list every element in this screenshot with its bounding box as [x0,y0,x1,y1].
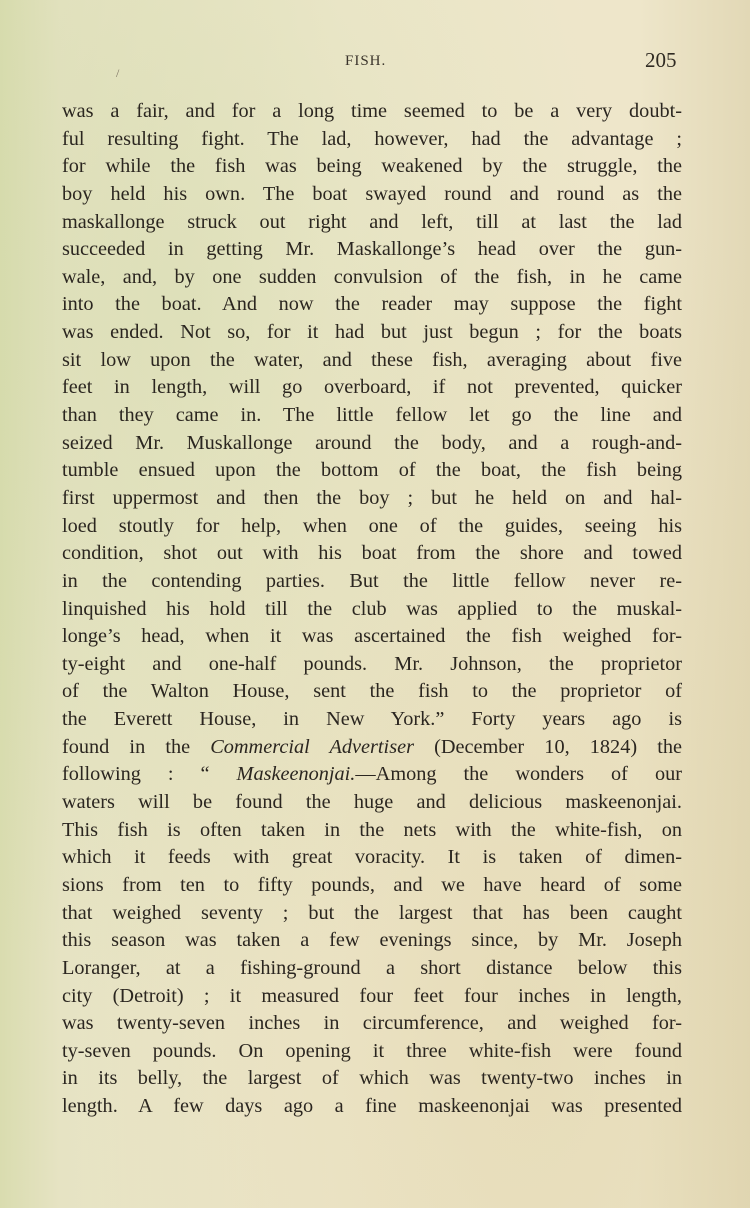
text-line: loed stoutly for help, when one of the guides, seeing his [62,514,682,537]
text-line: first uppermost and then the boy ; but he held on and hal- [62,486,682,509]
text-line: wale, and, by one sudden convulsion of the fish, in he came [62,265,682,288]
text-line: was a fair, and for a long time seemed to be a very doubt- [62,100,682,122]
text-line: for while the fish was being weakened by the struggle, the [62,155,682,178]
text-line: length. A few days ago a fine maskeenonjai was presented [62,1095,682,1118]
text-line: which it feeds with great voracity. It is taken of dimen- [62,846,682,869]
text-line: sions from ten to fifty pounds, and we have heard of some [62,873,682,896]
text-run: (December 10, 1824) the [413,735,682,758]
italic-term: Maskeenonjai. [236,763,356,786]
text-line: longe’s head, when it was ascertained the fish weighed for- [62,625,682,648]
text-line: of the Walton House, sent the fish to the proprietor of [62,680,682,703]
text-line: city (Detroit) ; it measured four feet four inches in length, [62,984,682,1007]
text-line: the Everett House, in New York.” Forty years ago is [62,708,682,731]
body-text [62,98,682,1121]
stray-mark: / [116,66,120,80]
text-line: feet in length, will go overboard, if not prevented, quicker [62,376,682,399]
italic-title: Commercial Advertiser [210,735,414,758]
running-header [0,50,750,74]
text-line: was ended. Not so, for it had but just begun ; for the boats [62,321,682,344]
text-line: maskallonge struck out right and left, till at last the lad [62,210,682,233]
text-run: found in the [62,735,211,758]
text-line: that weighed seventy ; but the largest that has been caught [62,901,682,924]
text-line: linquished his hold till the club was applied to the muskal- [62,597,682,620]
text-line: Loranger, at a fishing-ground a short distance below this [62,956,682,979]
text-line: this season was taken a few evenings since, by Mr. Joseph [62,929,682,952]
text-line [62,761,682,789]
running-title: FISH. [345,53,387,69]
text-line: ty-seven pounds. On opening it three white-fish were found [62,1039,682,1062]
text-run: —Among the wonders of our [355,763,682,786]
text-line: This fish is often taken in the nets with the white-fish, on [62,818,682,841]
text-line: ful resulting fight. The lad, however, had the advantage ; [62,127,682,150]
text-line: tumble ensued upon the bottom of the boat, the fish being [62,459,682,482]
text-line: waters will be found the huge and delicious maskeenonjai. [62,791,682,814]
text-line: in its belly, the largest of which was twenty-two inches in [62,1067,682,1090]
text-line [62,734,682,762]
text-line: into the boat. And now the reader may suppose the fight [62,293,682,316]
text-line: condition, shot out with his boat from the shore and towed [62,542,682,565]
text-line: succeeded in getting Mr. Maskallonge’s head over the gun- [62,238,682,261]
text-line: than they came in. The little fellow let go the line and [62,404,682,427]
text-line: was twenty-seven inches in circumference, and weighed for- [62,1012,682,1035]
text-line: boy held his own. The boat swayed round and round as the [62,182,682,205]
text-line: in the contending parties. But the little fellow never re- [62,569,682,592]
text-line: sit low upon the water, and these fish, averaging about five [62,348,682,371]
text-line: seized Mr. Muskallonge around the body, and a rough-and- [62,431,682,454]
text-run: following : “ [62,763,237,786]
text-line: ty-eight and one-half pounds. Mr. Johnson, the proprietor [62,652,682,675]
page-number: 205 [645,48,677,72]
